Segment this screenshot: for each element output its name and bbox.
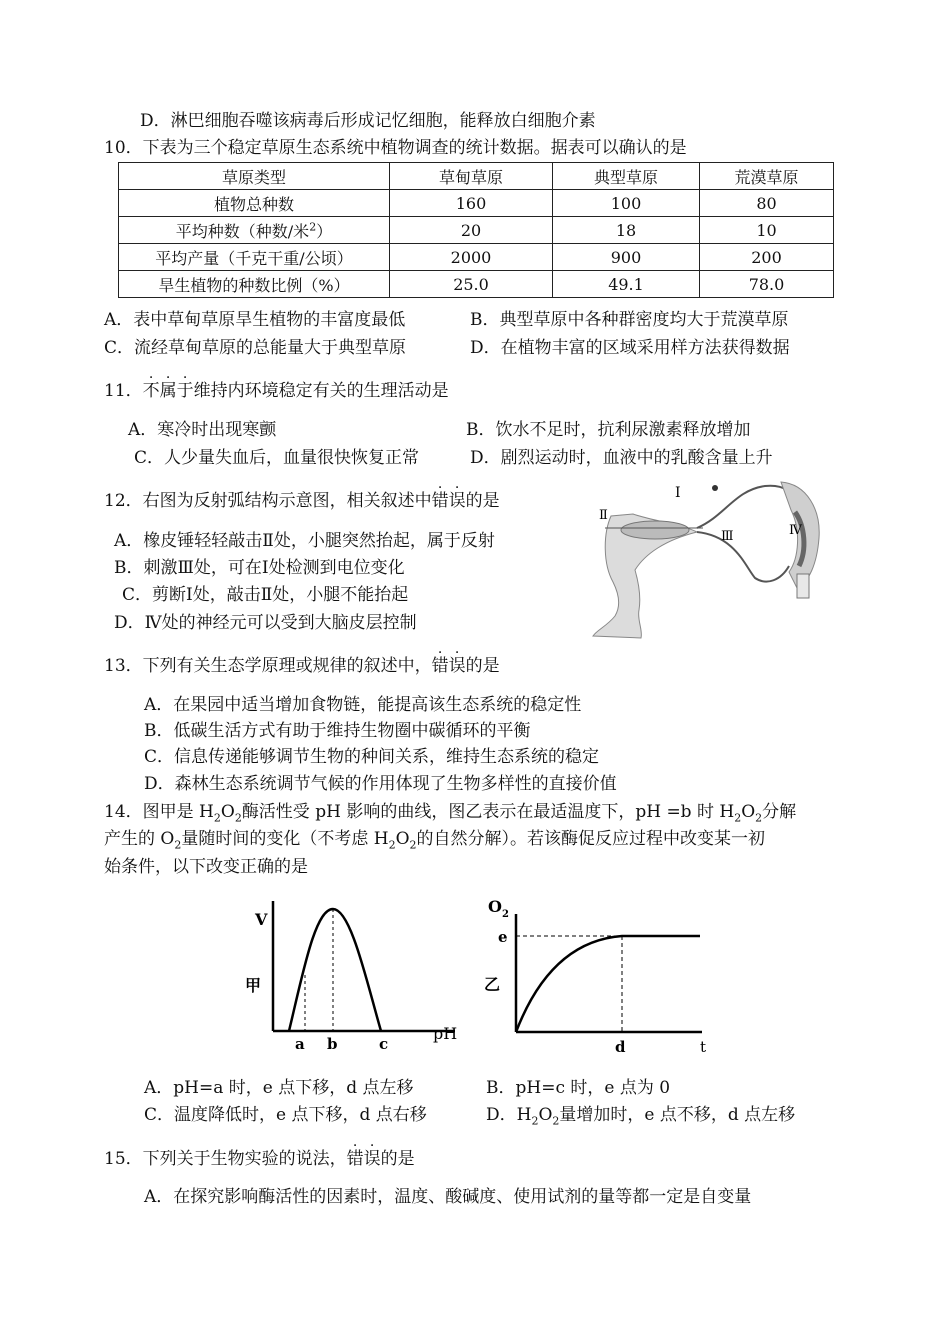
table-row <box>119 217 834 244</box>
table-row-label: 旱生植物的种数比例（%） <box>119 271 390 298</box>
label-II: Ⅱ <box>599 508 608 523</box>
q11-stem: 11．不属于维持内环境稳定有关的生理活动是 <box>104 381 449 401</box>
q14-stem-line2: 产生的 $O_2$量随时间的变化（不考虑 $H_2O_2$的自然分解）。若该酶促反应过程中改变某一初 <box>104 829 766 852</box>
table-cell: 25.0 <box>390 271 553 298</box>
table-cell: 78.0 <box>700 271 834 298</box>
q14-option-c: C．温度降低时，e 点下移，d 点右移 <box>144 1105 427 1125</box>
q11-option-d: D．剧烈运动时，血液中的乳酸含量上升 <box>470 448 773 468</box>
graph-name: 乙 <box>484 975 501 994</box>
quadriceps-muscle <box>621 521 689 539</box>
q15-option-a: A．在探究影响酶活性的因素时，温度、酸碱度、使用试剂的量等都一定是自变量 <box>144 1187 752 1207</box>
label-I: Ⅰ <box>675 485 681 501</box>
table-row-label: 平均种数（种数/米$^2$） <box>119 217 390 244</box>
table-row-label: 植物总种数 <box>119 190 390 217</box>
q15-stem: 15．下列关于生物实验的说法，错误的是 <box>104 1149 415 1169</box>
q11-option-c: C．人少量失血后，血量很快恢复正常 <box>134 448 420 468</box>
table-row-label: 平均产量（千克干重/公顷） <box>119 244 390 271</box>
y-axis-label: $O_2$ <box>488 897 509 920</box>
q12-option-c: C．剪断Ⅰ处，敲击Ⅱ处，小腿不能抬起 <box>122 585 409 605</box>
q10-option-a: A．表中草甸草原旱生植物的丰富度最低 <box>104 310 406 330</box>
q12-option-b: B．刺激Ⅲ处，可在Ⅰ处检测到电位变化 <box>114 558 405 578</box>
ganglion-dot <box>712 485 718 491</box>
x-axis-label: t <box>700 1038 707 1056</box>
table-cell: 10 <box>700 217 834 244</box>
table-header-cell: 荒漠草原 <box>700 163 834 190</box>
table-cell: 100 <box>553 190 700 217</box>
q10-option-c: C．流经草甸草原的总能量大于典型草原 <box>104 338 407 358</box>
label-IV: Ⅳ <box>789 523 802 538</box>
graph-yi <box>478 890 718 1060</box>
tick-label-c: c <box>379 1035 389 1053</box>
spinal-root <box>797 574 809 598</box>
q10-option-b: B．典型草原中各种群密度均大于荒漠草原 <box>470 310 789 330</box>
q13-stem: 13．下列有关生态学原理或规律的叙述中，错误的是 <box>104 656 500 676</box>
table-cell: 2000 <box>390 244 553 271</box>
table-cell: 18 <box>553 217 700 244</box>
table-cell: 49.1 <box>553 271 700 298</box>
table-row <box>119 271 834 298</box>
q14-option-b: B．pH=c 时，e 点为 0 <box>486 1078 671 1098</box>
efferent-nerve-path <box>697 532 789 582</box>
q13-option-c: C．信息传递能够调节生物的种间关系，维持生态系统的稳定 <box>144 747 600 767</box>
q14-option-a: A．pH=a 时，e 点下移，d 点左移 <box>144 1078 414 1098</box>
q10-stem: 10．下表为三个稳定草原生态系统中植物调查的统计数据。据表可以确认的是 <box>104 138 687 158</box>
q14-stem-line3: 始条件，以下改变正确的是 <box>104 857 308 877</box>
q13-option-b: B．低碳生活方式有助于维持生物圈中碳循环的平衡 <box>144 721 531 741</box>
table-cell: 80 <box>700 190 834 217</box>
table-header-cell: 草甸草原 <box>390 163 553 190</box>
table-cell: 20 <box>390 217 553 244</box>
table-cell: 900 <box>553 244 700 271</box>
q11-option-a: A．寒冷时出现寒颤 <box>128 420 277 440</box>
q14-option-d: D．$H_2O_2$量增加时，e 点不移，d 点左移 <box>486 1105 796 1128</box>
time-label-d: d <box>615 1038 626 1056</box>
tick-label-a: a <box>295 1035 305 1053</box>
o2-curve <box>516 936 700 1032</box>
reflex-arc-figure <box>585 470 825 642</box>
table-cell: 200 <box>700 244 834 271</box>
y-axis-label: V <box>255 910 268 929</box>
q12-option-d: D．Ⅳ处的神经元可以受到大脑皮层控制 <box>114 613 417 633</box>
enzyme-activity-curve <box>289 909 381 1031</box>
table-header-row <box>119 163 834 190</box>
q10-option-d: D．在植物丰富的区域采用样方法获得数据 <box>470 338 790 358</box>
graph-name: 甲 <box>245 976 262 995</box>
table-row <box>119 244 834 271</box>
q9-option-d: D．淋巴细胞吞噬该病毒后形成记忆细胞，能释放白细胞介素 <box>140 111 596 131</box>
table-cell: 160 <box>390 190 553 217</box>
q14-stem-line1: 14．图甲是 $H_2O_2$酶活性受 pH 影响的曲线，图乙表示在最适温度下，pH =b 时 $H_2O_2$分解 <box>104 802 797 825</box>
q12-option-a: A．橡皮锤轻轻敲击Ⅱ处，小腿突然抬起，属于反射 <box>114 531 495 551</box>
q13-option-d: D．森林生态系统调节气候的作用体现了生物多样性的直接价值 <box>144 774 617 794</box>
tick-label-b: b <box>327 1035 338 1053</box>
q10-table <box>118 162 834 298</box>
graph-jia <box>245 893 470 1058</box>
q11-option-b: B．饮水不足时，抗利尿激素释放增加 <box>466 420 751 440</box>
table-header-cell: 典型草原 <box>553 163 700 190</box>
table-row <box>119 190 834 217</box>
level-label-e: e <box>498 928 508 946</box>
q12-stem: 12．右图为反射弧结构示意图，相关叙述中错误的是 <box>104 491 500 511</box>
x-axis-label: pH <box>433 1024 458 1043</box>
q13-option-a: A．在果园中适当增加食物链，能提高该生态系统的稳定性 <box>144 695 582 715</box>
table-header-cell: 草原类型 <box>119 163 390 190</box>
label-III: Ⅲ <box>721 529 734 544</box>
